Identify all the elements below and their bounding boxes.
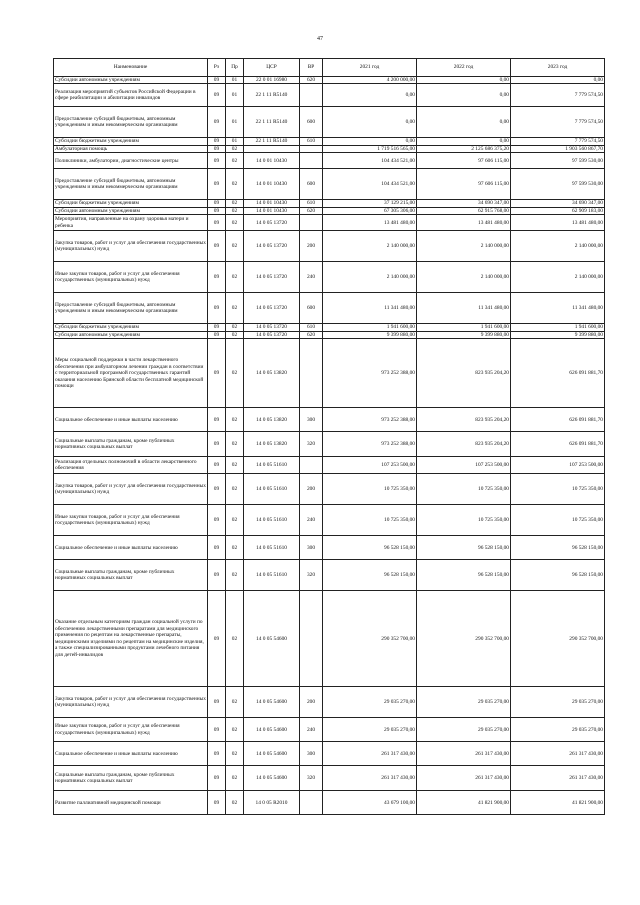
row-pr: 02 [226, 742, 244, 766]
row-csr: 14 0 01 10430 [244, 200, 300, 207]
row-2021: 107 253 500,00 [323, 457, 417, 474]
table-row [54, 293, 605, 324]
row-vr [300, 145, 323, 152]
row-vr: 600 [300, 293, 323, 324]
row-csr: 22 1 11 R5140 [244, 84, 300, 107]
row-2022: 10 725 350,00 [417, 474, 511, 505]
row-2023: 1 941 600,00 [511, 324, 605, 331]
row-rz: 09 [208, 153, 226, 169]
row-2021: 10 725 350,00 [323, 505, 417, 536]
row-rz: 09 [208, 718, 226, 742]
row-pr: 02 [226, 791, 244, 815]
row-name: Субсидии бюджетным учреждениям [54, 324, 208, 331]
row-csr: 14 0 05 54600 [244, 766, 300, 791]
row-2021: 973 252 388,00 [323, 408, 417, 432]
header-2021: 2021 год [323, 59, 417, 77]
row-2021: 13 481 480,00 [323, 215, 417, 231]
row-2023: 97 599 530,00 [511, 169, 605, 200]
row-name: Амбулаторная помощь [54, 145, 208, 152]
row-vr [300, 339, 323, 408]
row-vr: 320 [300, 432, 323, 457]
row-vr: 200 [300, 231, 323, 262]
row-rz: 09 [208, 84, 226, 107]
row-2022: 29 035 270,00 [417, 687, 511, 718]
row-vr: 610 [300, 138, 323, 145]
row-vr [300, 591, 323, 687]
row-pr: 02 [226, 331, 244, 338]
row-name: Предоставление субсидий бюджетным, автономным учреждениям и иным некоммерческим организациям [54, 107, 208, 138]
row-name: Социальное обеспечение и иные выплаты населению [54, 742, 208, 766]
row-rz: 09 [208, 505, 226, 536]
row-2021: 43 679 100,00 [323, 791, 417, 815]
table-row [54, 791, 605, 815]
row-2021: 11 341 480,00 [323, 293, 417, 324]
row-2021: 2 140 000,00 [323, 231, 417, 262]
row-rz: 09 [208, 293, 226, 324]
row-vr: 200 [300, 687, 323, 718]
row-pr: 01 [226, 138, 244, 145]
row-2021: 0,00 [323, 107, 417, 138]
row-2023: 29 035 270,00 [511, 687, 605, 718]
table-row [54, 766, 605, 791]
row-2023: 7 779 574,50 [511, 84, 605, 107]
row-2022: 823 935 204,20 [417, 339, 511, 408]
row-vr: 300 [300, 742, 323, 766]
row-pr: 02 [226, 215, 244, 231]
row-2023: 0,00 [511, 77, 605, 84]
row-csr: 14 0 01 10430 [244, 207, 300, 214]
header-csr: ЦСР [244, 59, 300, 77]
table-row [54, 560, 605, 591]
page-number: 47 [317, 36, 323, 42]
row-2021: 261 317 430,00 [323, 742, 417, 766]
row-rz: 09 [208, 169, 226, 200]
row-name: Социальные выплаты гражданам, кроме публичных нормативных социальных выплат [54, 432, 208, 457]
row-2023: 261 317 430,00 [511, 742, 605, 766]
row-pr: 02 [226, 505, 244, 536]
row-vr: 240 [300, 718, 323, 742]
row-csr: 14 0 05 13720 [244, 324, 300, 331]
row-vr: 300 [300, 536, 323, 560]
row-2022: 97 606 115,00 [417, 169, 511, 200]
row-2023: 10 725 350,00 [511, 474, 605, 505]
row-vr: 610 [300, 324, 323, 331]
row-2023: 11 341 480,00 [511, 293, 605, 324]
row-name: Социальные выплаты гражданам, кроме публичных нормативных социальных выплат [54, 766, 208, 791]
row-vr: 600 [300, 107, 323, 138]
row-rz: 09 [208, 324, 226, 331]
row-2022: 2 140 000,00 [417, 231, 511, 262]
row-csr: 14 0 05 54600 [244, 742, 300, 766]
row-name: Мероприятия, направленные на охрану здоровья матери и ребенка [54, 215, 208, 231]
row-2022: 11 341 480,00 [417, 293, 511, 324]
row-name: Субсидии автономным учреждениям [54, 331, 208, 338]
row-pr: 02 [226, 339, 244, 408]
row-rz: 09 [208, 591, 226, 687]
table-row [54, 742, 605, 766]
row-name: Социальные выплаты гражданам, кроме публичных нормативных социальных выплат [54, 560, 208, 591]
row-vr: 620 [300, 331, 323, 338]
row-2022: 823 935 204,20 [417, 408, 511, 432]
header-name: Наименование [54, 59, 208, 77]
row-vr: 320 [300, 560, 323, 591]
row-name: Закупка товаров, работ и услуг для обеспечения государственных (муниципальных) нужд [54, 231, 208, 262]
row-vr [300, 215, 323, 231]
budget-table [53, 58, 605, 815]
row-vr [300, 84, 323, 107]
table-row [54, 153, 605, 169]
row-rz: 09 [208, 457, 226, 474]
row-rz: 09 [208, 408, 226, 432]
row-csr: 14 0 05 51610 [244, 505, 300, 536]
row-vr: 610 [300, 200, 323, 207]
row-csr: 14 0 05 13720 [244, 331, 300, 338]
row-csr: 14 0 01 10430 [244, 169, 300, 200]
row-rz: 09 [208, 536, 226, 560]
row-rz: 09 [208, 262, 226, 293]
row-2022: 1 941 600,00 [417, 324, 511, 331]
row-2022: 9 399 880,00 [417, 331, 511, 338]
row-name: Социальное обеспечение и иные выплаты населению [54, 408, 208, 432]
row-csr [244, 145, 300, 152]
table-row [54, 169, 605, 200]
table-row [54, 339, 605, 408]
row-csr: 22 0 01 16980 [244, 77, 300, 84]
row-rz: 09 [208, 791, 226, 815]
row-rz: 09 [208, 200, 226, 207]
row-2022: 107 253 500,00 [417, 457, 511, 474]
row-vr: 300 [300, 408, 323, 432]
row-2023: 62 909 183,00 [511, 207, 605, 214]
row-2021: 67 305 306,00 [323, 207, 417, 214]
table-row [54, 262, 605, 293]
row-vr: 240 [300, 505, 323, 536]
table-row [54, 331, 605, 338]
row-pr: 02 [226, 153, 244, 169]
row-2023: 34 690 347,00 [511, 200, 605, 207]
row-2021: 96 528 150,00 [323, 536, 417, 560]
row-name: Реализация мероприятий субъектов Российской Федерации в сфере реабилитации и абилитации инвалидов [54, 84, 208, 107]
row-2021: 973 252 388,00 [323, 432, 417, 457]
row-csr: 22 1 11 R5140 [244, 107, 300, 138]
row-pr: 02 [226, 560, 244, 591]
row-pr: 02 [226, 591, 244, 687]
row-rz: 09 [208, 145, 226, 152]
row-rz: 09 [208, 560, 226, 591]
row-vr: 240 [300, 262, 323, 293]
table-row [54, 474, 605, 505]
row-2022: 0,00 [417, 77, 511, 84]
table-row [54, 505, 605, 536]
row-name: Иные закупки товаров, работ и услуг для обеспечения государственных (муниципальных) нужд [54, 718, 208, 742]
row-pr: 02 [226, 200, 244, 207]
row-name: Меры социальной поддержки в части лекарственного обеспечения при амбулаторном лечении граждан в соответствии с территориальной программой государственных гарантий оказания населению Брянской области бесплатной медицинской помощи [54, 339, 208, 408]
row-pr: 02 [226, 766, 244, 791]
row-name: Развитие паллиативной медицинской помощи [54, 791, 208, 815]
row-vr [300, 153, 323, 169]
row-pr: 02 [226, 432, 244, 457]
row-pr: 02 [226, 262, 244, 293]
row-2023: 96 528 150,00 [511, 560, 605, 591]
row-rz: 09 [208, 331, 226, 338]
row-pr: 02 [226, 457, 244, 474]
table-row [54, 718, 605, 742]
table-row [54, 84, 605, 107]
header-vr: ВР [300, 59, 323, 77]
row-pr: 02 [226, 408, 244, 432]
table-row [54, 457, 605, 474]
row-2023: 261 317 430,00 [511, 766, 605, 791]
row-name: Субсидии автономным учреждениям [54, 207, 208, 214]
row-2022: 96 528 150,00 [417, 536, 511, 560]
row-rz: 09 [208, 231, 226, 262]
row-name: Иные закупки товаров, работ и услуг для обеспечения государственных (муниципальных) нужд [54, 505, 208, 536]
row-2023: 107 253 500,00 [511, 457, 605, 474]
row-rz: 09 [208, 138, 226, 145]
row-2021: 261 317 430,00 [323, 766, 417, 791]
row-name: Субсидии бюджетным учреждениям [54, 138, 208, 145]
row-csr: 14 0 05 54600 [244, 687, 300, 718]
row-pr: 02 [226, 207, 244, 214]
row-pr: 02 [226, 145, 244, 152]
row-2022: 290 352 700,00 [417, 591, 511, 687]
row-2023: 626 091 881,70 [511, 432, 605, 457]
row-2023: 13 481 480,00 [511, 215, 605, 231]
row-pr: 02 [226, 231, 244, 262]
row-rz: 09 [208, 766, 226, 791]
row-csr: 14 0 05 R2010 [244, 791, 300, 815]
row-name: Закупка товаров, работ и услуг для обеспечения государственных (муниципальных) нужд [54, 474, 208, 505]
row-2021: 96 528 150,00 [323, 560, 417, 591]
row-2022: 96 528 150,00 [417, 560, 511, 591]
row-csr: 14 0 05 54600 [244, 591, 300, 687]
row-vr: 200 [300, 474, 323, 505]
row-2022: 13 481 480,00 [417, 215, 511, 231]
row-2022: 0,00 [417, 138, 511, 145]
row-name: Поликлиники, амбулатории, диагностические центры [54, 153, 208, 169]
row-csr: 14 0 05 51610 [244, 474, 300, 505]
table-row [54, 207, 605, 214]
row-2023: 97 599 530,00 [511, 153, 605, 169]
row-pr: 02 [226, 536, 244, 560]
row-csr: 14 0 05 13820 [244, 408, 300, 432]
header-2023: 2023 год [511, 59, 605, 77]
row-2023: 2 140 000,00 [511, 231, 605, 262]
row-csr: 14 0 05 13720 [244, 231, 300, 262]
row-2023: 7 779 574,50 [511, 107, 605, 138]
table-row [54, 432, 605, 457]
row-2022: 97 606 115,00 [417, 153, 511, 169]
row-2021: 29 035 270,00 [323, 718, 417, 742]
row-2023: 10 725 350,00 [511, 505, 605, 536]
row-rz: 09 [208, 742, 226, 766]
row-2021: 973 252 388,00 [323, 339, 417, 408]
row-pr: 01 [226, 107, 244, 138]
row-csr: 14 0 05 13820 [244, 432, 300, 457]
row-pr: 02 [226, 687, 244, 718]
row-name: Иные закупки товаров, работ и услуг для обеспечения государственных (муниципальных) нужд [54, 262, 208, 293]
table-row [54, 77, 605, 84]
table-row [54, 138, 605, 145]
row-name: Предоставление субсидий бюджетным, автономным учреждениям и иным некоммерческим организациям [54, 293, 208, 324]
row-csr: 22 1 11 R5140 [244, 138, 300, 145]
row-vr: 320 [300, 766, 323, 791]
row-2022: 2 125 686 375,20 [417, 145, 511, 152]
header-rz: Рз [208, 59, 226, 77]
row-2021: 0,00 [323, 84, 417, 107]
row-2022: 0,00 [417, 84, 511, 107]
table-row [54, 324, 605, 331]
table-header-row [54, 59, 605, 77]
row-2022: 34 690 347,00 [417, 200, 511, 207]
row-vr [300, 457, 323, 474]
row-pr: 02 [226, 324, 244, 331]
table-row [54, 687, 605, 718]
table-row [54, 408, 605, 432]
row-2022: 62 915 768,00 [417, 207, 511, 214]
row-csr: 14 0 05 51610 [244, 457, 300, 474]
row-2022: 29 035 270,00 [417, 718, 511, 742]
row-rz: 09 [208, 215, 226, 231]
row-2023: 7 779 574,50 [511, 138, 605, 145]
row-2021: 10 725 350,00 [323, 474, 417, 505]
row-2023: 1 903 560 867,70 [511, 145, 605, 152]
row-rz: 09 [208, 207, 226, 214]
table-body [54, 77, 605, 815]
row-2021: 290 352 700,00 [323, 591, 417, 687]
row-csr: 14 0 05 54600 [244, 718, 300, 742]
row-2021: 37 129 215,00 [323, 200, 417, 207]
row-vr: 620 [300, 77, 323, 84]
row-2023: 2 140 000,00 [511, 262, 605, 293]
row-2022: 261 317 430,00 [417, 742, 511, 766]
row-pr: 02 [226, 474, 244, 505]
row-csr: 14 0 05 13720 [244, 215, 300, 231]
header-pr: Пр [226, 59, 244, 77]
row-2021: 4 200 000,00 [323, 77, 417, 84]
row-rz: 09 [208, 77, 226, 84]
row-2023: 29 035 270,00 [511, 718, 605, 742]
row-pr: 01 [226, 77, 244, 84]
row-2023: 9 399 880,00 [511, 331, 605, 338]
row-2023: 290 352 700,00 [511, 591, 605, 687]
row-csr: 14 0 05 51610 [244, 560, 300, 591]
row-2021: 1 941 600,00 [323, 324, 417, 331]
row-vr: 600 [300, 169, 323, 200]
row-name: Субсидии автономным учреждениям [54, 77, 208, 84]
table-row [54, 200, 605, 207]
row-2022: 0,00 [417, 107, 511, 138]
row-csr: 14 0 01 10430 [244, 153, 300, 169]
row-2022: 10 725 350,00 [417, 505, 511, 536]
table-row [54, 231, 605, 262]
row-2021: 29 035 270,00 [323, 687, 417, 718]
row-pr: 02 [226, 293, 244, 324]
row-2021: 104 434 521,00 [323, 169, 417, 200]
row-2021: 104 434 521,00 [323, 153, 417, 169]
table-row [54, 215, 605, 231]
table-row [54, 591, 605, 687]
row-rz: 09 [208, 687, 226, 718]
header-2022: 2022 год [417, 59, 511, 77]
row-rz: 09 [208, 432, 226, 457]
row-vr: 620 [300, 207, 323, 214]
row-2023: 626 091 881,70 [511, 408, 605, 432]
row-2022: 2 140 000,00 [417, 262, 511, 293]
row-rz: 09 [208, 107, 226, 138]
row-name: Закупка товаров, работ и услуг для обеспечения государственных (муниципальных) нужд [54, 687, 208, 718]
row-rz: 09 [208, 474, 226, 505]
row-name: Субсидии бюджетным учреждениям [54, 200, 208, 207]
row-pr: 01 [226, 84, 244, 107]
row-2022: 823 935 204,20 [417, 432, 511, 457]
row-2023: 41 821 900,00 [511, 791, 605, 815]
table-row [54, 536, 605, 560]
table-row [54, 145, 605, 152]
row-2022: 261 317 430,00 [417, 766, 511, 791]
row-name: Реализация отдельных полномочий в области лекарственного обеспечения [54, 457, 208, 474]
table-row [54, 107, 605, 138]
row-name: Предоставление субсидий бюджетным, автономным учреждениям и иным некоммерческим организациям [54, 169, 208, 200]
row-name: Оказание отдельным категориям граждан социальной услуги по обеспечению лекарственными препаратами для медицинского применения по рецептам на лекарственные препараты, медицинскими изделиями по рецептам на медицинские изделия, а также специализированными продуктами лечебного питания для детей-инвалидов [54, 591, 208, 687]
row-pr: 02 [226, 169, 244, 200]
row-2022: 41 821 900,00 [417, 791, 511, 815]
row-csr: 14 0 05 13720 [244, 262, 300, 293]
row-2023: 96 528 150,00 [511, 536, 605, 560]
row-2023: 626 091 881,70 [511, 339, 605, 408]
row-csr: 14 0 05 51610 [244, 536, 300, 560]
row-2021: 9 399 880,00 [323, 331, 417, 338]
row-vr [300, 791, 323, 815]
row-csr: 14 0 05 13720 [244, 293, 300, 324]
row-2021: 1 719 516 565,00 [323, 145, 417, 152]
row-csr: 14 0 05 13820 [244, 339, 300, 408]
row-pr: 02 [226, 718, 244, 742]
row-2021: 2 140 000,00 [323, 262, 417, 293]
row-rz: 09 [208, 339, 226, 408]
row-name: Социальное обеспечение и иные выплаты населению [54, 536, 208, 560]
row-2021: 0,00 [323, 138, 417, 145]
